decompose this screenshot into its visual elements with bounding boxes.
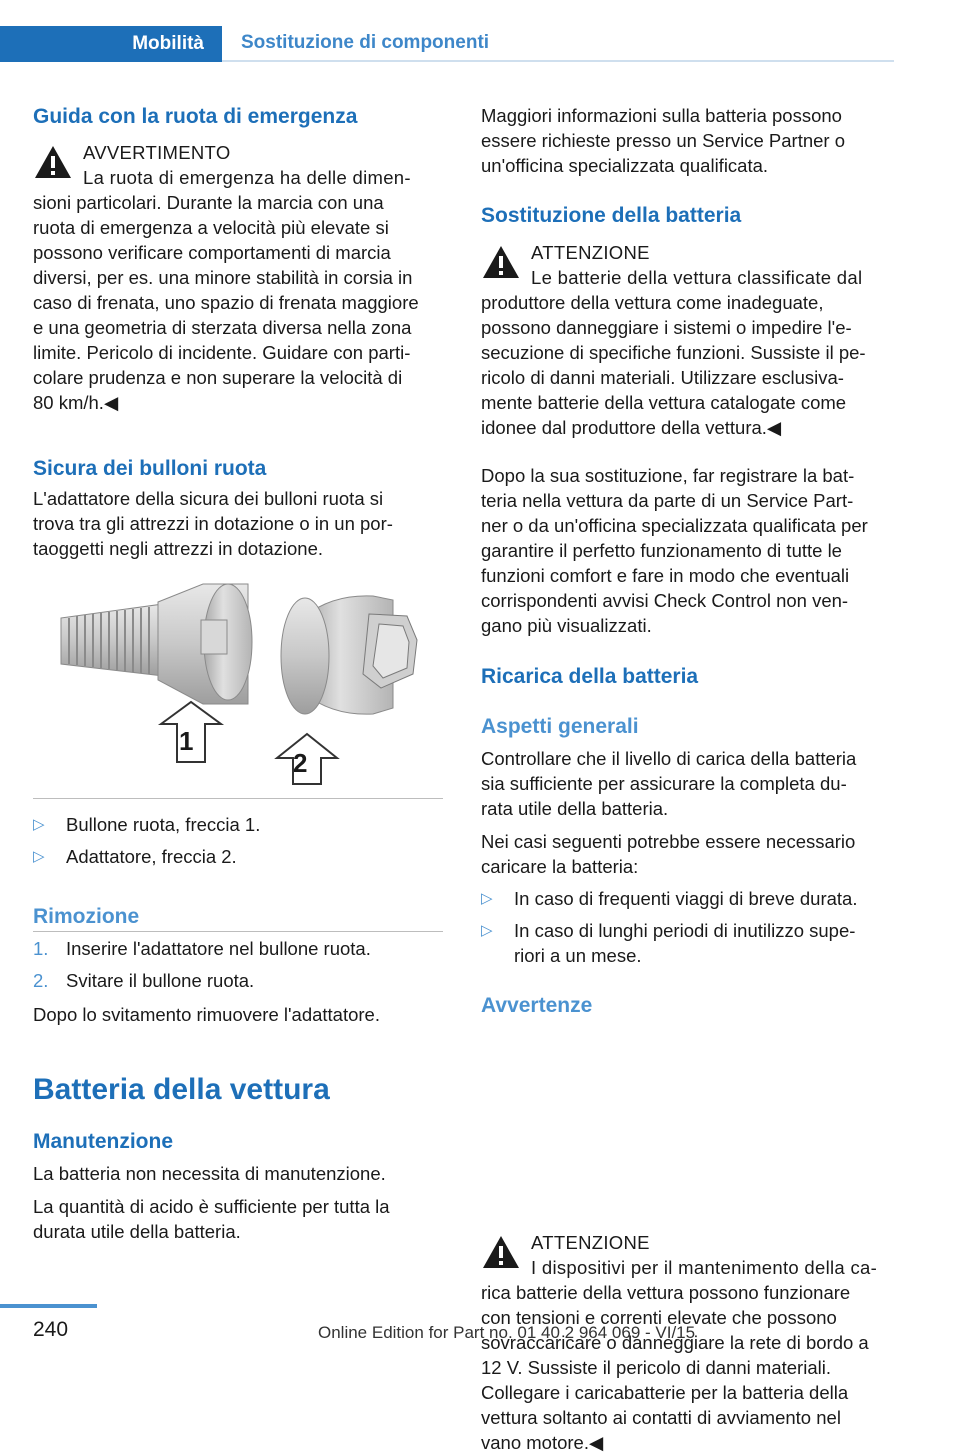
warning-line: possono danneggiare i sistemi o impedire l'e- — [481, 317, 852, 338]
section-title: Mobilità — [132, 33, 204, 54]
after-replace-paragraph — [481, 463, 895, 638]
paragraph-line: trova tra gli attrezzi in dotazione o in un por- — [33, 513, 393, 534]
warning-label: ATTENZIONE — [531, 242, 650, 263]
step-number: 1. — [33, 938, 49, 959]
warning-line: ruota di emergenza a velocità più elevate si — [33, 217, 389, 238]
charge-heading: Ricarica della batteria — [481, 665, 699, 688]
paragraph-line: un'officina specializzata qualificata. — [481, 155, 769, 176]
divider — [33, 798, 443, 799]
battery-heading: Batteria della vettura — [33, 1073, 330, 1106]
warning-line: sioni particolari. Durante la marcia con una — [33, 192, 384, 213]
warning-line: La ruota di emergenza ha delle dimen- — [83, 167, 411, 188]
paragraph-line: funzioni comfort e fare in modo che eventuali — [481, 565, 850, 586]
triangle-bullet-icon: ▷ — [481, 890, 493, 907]
list-item-text: Svitare il bullone ruota. — [66, 970, 255, 991]
triangle-bullet-icon: ▷ — [33, 848, 45, 865]
warning-line: diversi, per es. una minore stabilità in corsia in — [33, 267, 413, 288]
general-paragraph — [481, 746, 895, 821]
warning-triangle-icon — [481, 1234, 521, 1270]
list-item-text: Bullone ruota, freccia 1. — [66, 814, 261, 835]
paragraph-line: ner o da un'officina specializzata qualificata per — [481, 515, 868, 536]
warning-line: Collegare i caricabatterie per la batteria della — [481, 1382, 849, 1403]
left-column — [33, 0, 443, 1242]
list-item-text: In caso di lunghi periodi di inutilizzo supe- — [514, 920, 856, 941]
list-item-text: Inserire l'adattatore nel bullone ruota. — [66, 938, 371, 959]
warning-line: con tensioni e correnti elevate che possono — [481, 1307, 837, 1328]
cases-list — [481, 886, 895, 968]
warning-line: Le batterie della vettura classificate dal — [531, 267, 863, 288]
list-item-text: riori a un mese. — [514, 945, 642, 966]
arrow-label-1: 1 — [179, 726, 194, 756]
arrow-2 — [277, 734, 337, 784]
paragraph-line: caricare la batteria: — [481, 856, 639, 877]
paragraph-line: gano più visualizzati. — [481, 615, 652, 636]
warning-line: rica batterie della vettura possono funzionare — [481, 1282, 851, 1303]
footer-accent-line — [0, 1304, 97, 1308]
bullet-list — [33, 812, 443, 869]
warning-line: vettura soltanto ai contatti di avviamento nel — [481, 1407, 841, 1428]
triangle-bullet-icon: ▷ — [481, 922, 493, 939]
removal-heading: Rimozione — [33, 905, 140, 928]
paragraph-line: garantire il perfetto funzionamento di tutte le — [481, 540, 842, 561]
paragraph-line: rata utile della batteria. — [481, 798, 669, 819]
paragraph-line: Dopo la sua sostituzione, far registrare la bat- — [481, 465, 855, 486]
general-heading: Aspetti generali — [481, 715, 639, 738]
list-item — [33, 968, 443, 993]
list-item-text: In caso di frequenti viaggi di breve durata. — [514, 888, 858, 909]
paragraph-line: Nei casi seguenti potrebbe essere necessario — [481, 831, 856, 852]
warning-label: AVVERTIMENTO — [83, 142, 231, 163]
list-item — [33, 844, 443, 869]
warning-line: possono verificare comportamenti di marcia — [33, 242, 391, 263]
divider — [33, 931, 443, 932]
paragraph-line: L'adattatore della sicura dei bulloni ruota si — [33, 488, 384, 509]
paragraph-line: Maggiori informazioni sulla batteria possono — [481, 105, 842, 126]
arrow-label-2: 2 — [293, 748, 308, 778]
warning-line: produttore della vettura come inadeguate, — [481, 292, 824, 313]
warning-line: secuzione di specifiche funzioni. Sussiste il pe- — [481, 342, 866, 363]
list-item — [33, 812, 443, 837]
paragraph-line: durata utile della batteria. — [33, 1221, 241, 1242]
warning-line: caso di frenata, uno spazio di frenata maggiore — [33, 292, 419, 313]
lock-heading: Sicura dei bulloni ruota — [33, 457, 267, 480]
page-number: 240 — [33, 1318, 69, 1341]
after-removal-text: Dopo lo svitamento rimuovere l'adattatore. — [33, 1004, 380, 1025]
wheel-bolt-illustration — [33, 584, 443, 784]
cases-paragraph — [481, 829, 895, 879]
replace-heading: Sostituzione della batteria — [481, 204, 742, 227]
lock-adapter — [281, 596, 417, 714]
list-item — [481, 886, 895, 911]
warning-triangle-icon — [33, 144, 73, 180]
paragraph-line: essere richieste presso un Service Partner o — [481, 130, 846, 151]
warning-line: mente batterie della vettura catalogate come — [481, 392, 847, 413]
info-paragraph — [481, 103, 895, 178]
arrow-1 — [161, 702, 221, 762]
warning-line: ricolo di danni materiali. Utilizzare esclusiva- — [481, 367, 844, 388]
triangle-bullet-icon: ▷ — [33, 816, 45, 833]
steps-list — [33, 936, 443, 993]
warning-line: e una geometria di sterzata diversa nella zona — [33, 317, 412, 338]
notes-heading: Avvertenze — [481, 994, 593, 1017]
list-item — [33, 936, 443, 961]
warning-line: vano motore.◀ — [481, 1432, 604, 1453]
warning-triangle-icon — [481, 244, 521, 280]
warning-line: colare prudenza e non superare la velocità di — [33, 367, 403, 388]
list-item-text: Adattatore, freccia 2. — [66, 846, 237, 867]
warning-emergency-wheel — [33, 140, 443, 415]
warning-label: ATTENZIONE — [531, 1232, 650, 1253]
list-item — [481, 918, 895, 968]
maintenance-heading: Manutenzione — [33, 1130, 173, 1153]
paragraph-line: sia sufficiente per assicurare la completa du- — [481, 773, 847, 794]
paragraph-line: Controllare che il livello di carica della batteria — [481, 748, 857, 769]
subsection-title: Sostituzione di componenti — [241, 32, 490, 53]
warning-line: sovraccaricare o danneggiare la rete di bordo a — [481, 1332, 869, 1353]
warning-line: idonee dal produttore della vettura.◀ — [481, 417, 782, 438]
maintenance-text: La batteria non necessita di manutenzione. — [33, 1163, 386, 1184]
warning-line: limite. Pericolo di incidente. Guidare con parti- — [33, 342, 411, 363]
wheel-bolt — [61, 584, 252, 704]
paragraph-line: teria nella vettura da parte di un Service Part- — [481, 490, 854, 511]
warning-battery-replace — [481, 240, 895, 440]
paragraph-line: La quantità di acido è sufficiente per tutta la — [33, 1196, 390, 1217]
step-number: 2. — [33, 970, 49, 991]
paragraph-line: corrispondenti avvisi Check Control non ven- — [481, 590, 849, 611]
maintenance-text-2 — [33, 1194, 443, 1244]
emergency-heading: Guida con la ruota di emergenza — [33, 105, 358, 128]
warning-line: I dispositivi per il mantenimento della ca- — [531, 1257, 878, 1278]
warning-line: 12 V. Sussiste il pericolo di danni materiali. — [481, 1357, 831, 1378]
warning-line: 80 km/h.◀ — [33, 392, 119, 413]
edition-footer: Online Edition for Part no. 01 40 2 964 069 - VI/15 — [318, 1323, 696, 1342]
lock-paragraph — [33, 486, 443, 561]
paragraph-line: taoggetti negli attrezzi in dotazione. — [33, 538, 324, 559]
